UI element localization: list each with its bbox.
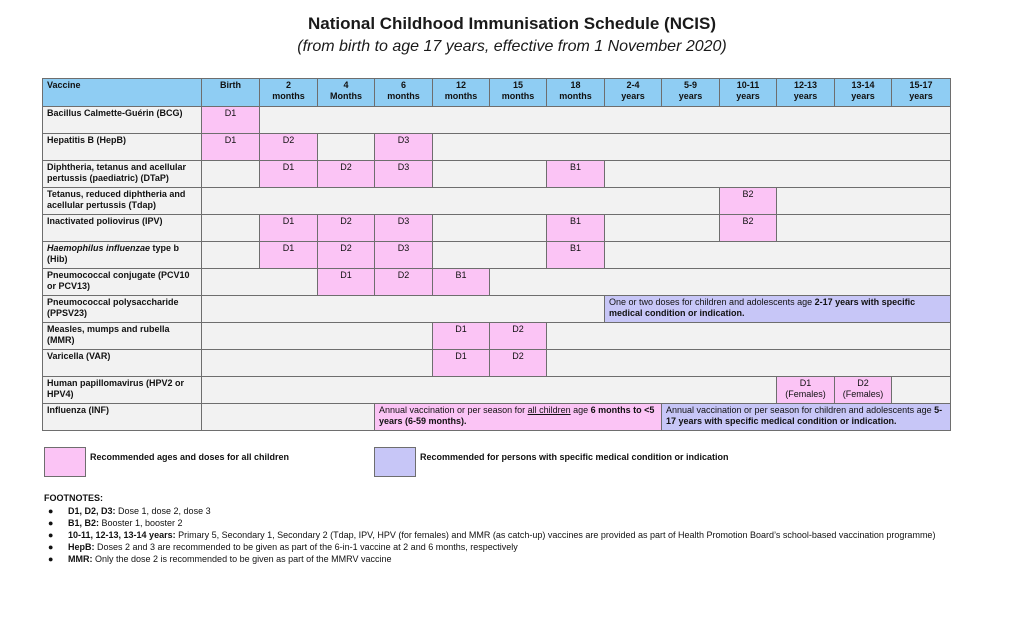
dose-cell [490, 323, 547, 350]
empty-cell [202, 350, 433, 377]
dose-label: D3 [397, 243, 410, 253]
vaccine-name [43, 107, 202, 134]
column-header-line1: 2 [285, 80, 291, 90]
empty-cell [202, 269, 318, 296]
dose-cell [433, 350, 490, 377]
legend-label-specific: Recommended for persons with specific medical condition or indication [420, 452, 729, 462]
dose-cell [260, 134, 318, 161]
column-header-line1: Birth [220, 80, 241, 90]
footnote-key: HepB: [68, 542, 95, 552]
column-header-line2: months [501, 91, 535, 101]
column-header-line2: years [793, 91, 818, 101]
footnote-item [44, 542, 954, 553]
bullet-icon: ● [48, 530, 54, 540]
note-text: all children [527, 405, 571, 415]
column-header-line2: months [444, 91, 478, 101]
dose-cell [547, 242, 605, 269]
dose-label: D1 [282, 216, 295, 226]
vaccine-name [43, 242, 202, 269]
footnotes [44, 493, 954, 566]
column-header-line2: Months [330, 91, 362, 101]
footnote-key: B1, B2: [68, 518, 100, 528]
dose-cell [547, 161, 605, 188]
dose-label: D2 [340, 162, 352, 172]
dose-cell [375, 161, 433, 188]
empty-cell [433, 161, 547, 188]
empty-cell [605, 161, 951, 188]
dose-cell [720, 215, 777, 242]
dose-label: B2 [742, 216, 754, 226]
vaccine-name-text: Pneumococcal polysaccharide (PPSV23) [47, 297, 179, 318]
column-header-line2: years [736, 91, 760, 101]
column-header-age [490, 79, 547, 107]
empty-cell [547, 350, 951, 377]
immunisation-schedule-table [42, 78, 951, 431]
table-body [43, 107, 951, 431]
empty-cell [202, 404, 375, 431]
dose-cell [835, 377, 892, 404]
vaccine-name-text: Bacillus Calmette-Guérin (BCG) [47, 108, 183, 118]
column-header-age [605, 79, 662, 107]
dose-cell [547, 215, 605, 242]
dose-label: B1 [455, 270, 467, 280]
bullet-icon: ● [48, 542, 54, 552]
schedule-note-cell [605, 296, 951, 323]
dose-cell [433, 269, 490, 296]
dose-label: D1 [340, 270, 352, 280]
page-title: National Childhood Immunisation Schedule (NCIS) [307, 14, 716, 33]
dose-label: B1 [569, 243, 581, 253]
dose-cell [260, 161, 318, 188]
column-header-age [547, 79, 605, 107]
table-row [43, 296, 951, 323]
dose-label: D2 (Females) [842, 378, 884, 399]
dose-label: D1 [282, 243, 295, 253]
footnote-text: Booster 1, booster 2 [99, 518, 183, 528]
empty-cell [777, 188, 951, 215]
dose-label: D1 (Females) [785, 378, 826, 399]
schedule-note-cell [662, 404, 951, 431]
empty-cell [202, 296, 605, 323]
column-header-line2: years [678, 91, 703, 101]
vaccine-name-text: Varicella (VAR) [47, 351, 111, 361]
column-header-line1: 12 [455, 80, 466, 90]
bullet-icon: ● [48, 554, 54, 564]
legend-swatch-all-children [44, 447, 86, 477]
table-row [43, 269, 951, 296]
column-header-line1: 6 [400, 80, 406, 90]
vaccine-name [43, 188, 202, 215]
column-header-line1: 18 [570, 80, 581, 90]
dose-label: D1 [455, 324, 467, 334]
empty-cell [202, 323, 433, 350]
empty-cell [433, 242, 547, 269]
dose-label: D2 [340, 243, 352, 253]
empty-cell [490, 269, 951, 296]
vaccine-name [43, 134, 202, 161]
dose-cell [260, 215, 318, 242]
dose-cell [777, 377, 835, 404]
dose-label: D1 [224, 108, 237, 118]
schedule-note-cell [375, 404, 662, 431]
footnotes-heading: FOOTNOTES: [44, 493, 103, 503]
empty-cell [202, 377, 777, 404]
note-text: 6 months to <5 years (6-59 months). [379, 405, 655, 426]
footnote-text: Doses 2 and 3 are recommended to be given as part of the 6-in-1 vaccine at 2 and 6 months, respectively [94, 542, 518, 552]
column-header-line1: 10-11 [736, 80, 760, 90]
dose-label: B1 [569, 216, 581, 226]
column-header-line2: months [559, 91, 592, 101]
dose-cell [318, 269, 375, 296]
dose-cell [433, 323, 490, 350]
column-header-line2: years [621, 91, 645, 101]
table-row [43, 161, 951, 188]
table-row [43, 107, 951, 134]
empty-cell [547, 323, 951, 350]
dose-cell [375, 269, 433, 296]
dose-label: D2 [512, 351, 524, 361]
table-row [43, 350, 951, 377]
dose-cell [375, 215, 433, 242]
column-header-line1: Vaccine [47, 80, 81, 90]
note-text: Annual vaccination or per season for children and adolescents age [666, 405, 935, 415]
vaccine-name [43, 269, 202, 296]
empty-cell [202, 161, 260, 188]
column-header-line1: 5-9 [683, 80, 697, 90]
column-header-age [260, 79, 318, 107]
column-header-age [375, 79, 433, 107]
dose-cell [375, 242, 433, 269]
dose-label: D1 [282, 162, 295, 172]
dose-cell [318, 215, 375, 242]
vaccine-name-text: Pneumococcal conjugate (PCV10 or PCV13) [47, 270, 190, 291]
footnote-text: Dose 1, dose 2, dose 3 [115, 506, 211, 516]
column-header-age [202, 79, 260, 107]
column-header-line2: years [851, 91, 875, 101]
column-header-age [318, 79, 375, 107]
column-header-vaccine [43, 79, 202, 107]
column-header-age [835, 79, 892, 107]
column-header-line1: 15 [512, 80, 523, 90]
table-row [43, 134, 951, 161]
vaccine-name [43, 296, 202, 323]
footnote-item [44, 506, 954, 517]
dose-label: D3 [397, 135, 410, 145]
vaccine-name-text: Hepatitis B (HepB) [47, 135, 127, 145]
vaccine-name [43, 377, 202, 404]
empty-cell [202, 188, 720, 215]
vaccine-name [43, 323, 202, 350]
vaccine-name [43, 215, 202, 242]
table-row [43, 215, 951, 242]
column-header-age [720, 79, 777, 107]
column-header-line2: years [909, 91, 933, 101]
dose-cell [260, 242, 318, 269]
note-text: 5-17 years with specific medical condition or indication. [666, 405, 943, 426]
vaccine-name-text: Inactivated poliovirus (IPV) [47, 216, 163, 226]
empty-cell [777, 215, 951, 242]
page-subtitle: (from birth to age 17 years, effective from 1 November 2020) [297, 38, 727, 55]
table-header [43, 79, 951, 107]
column-header-line2: months [272, 91, 305, 101]
vaccine-name-text: Tetanus, reduced diphtheria and acellular pertussis (Tdap) [47, 189, 186, 210]
column-header-age [777, 79, 835, 107]
empty-cell [433, 134, 951, 161]
vaccine-name-text: Human papillomavirus (HPV2 or HPV4) [47, 378, 185, 399]
footnote-key: D1, D2, D3: [68, 506, 116, 516]
column-header-age [892, 79, 951, 107]
dose-cell [202, 107, 260, 134]
bullet-icon: ● [48, 518, 54, 528]
empty-cell [605, 215, 720, 242]
note-text: Annual vaccination or per season for [379, 405, 528, 415]
header-row [43, 79, 951, 107]
table-row [43, 242, 951, 269]
legend-swatch-specific [374, 447, 416, 477]
note-text: One or two doses for children and adolescents age [609, 297, 815, 307]
empty-cell [260, 107, 951, 134]
dose-cell [375, 134, 433, 161]
empty-cell [318, 134, 375, 161]
empty-cell [202, 242, 260, 269]
table-row [43, 377, 951, 404]
dose-cell [202, 134, 260, 161]
empty-cell [433, 215, 547, 242]
column-header-line1: 13-14 [851, 80, 875, 90]
column-header-line2: months [387, 91, 420, 101]
dose-label: D2 [282, 135, 295, 145]
note-text: 2-17 years with specific medical condition or indication. [609, 297, 916, 318]
dose-cell [720, 188, 777, 215]
footnote-item [44, 554, 954, 565]
footnote-key: 10-11, 12-13, 13-14 years: [68, 530, 176, 540]
dose-label: D2 [340, 216, 352, 226]
vaccine-name-italic: Haemophilus influenzae [47, 243, 151, 253]
column-header-age [662, 79, 720, 107]
dose-label: D1 [224, 135, 237, 145]
dose-label: B1 [569, 162, 581, 172]
empty-cell [892, 377, 951, 404]
vaccine-name-text: Influenza (INF) [47, 405, 109, 415]
column-header-line1: 15-17 [909, 80, 933, 90]
dose-label: D2 [397, 270, 410, 280]
vaccine-name-text: type b (Hib) [47, 243, 180, 264]
table-row [43, 323, 951, 350]
footnotes-list [44, 506, 954, 565]
table-row [43, 188, 951, 215]
empty-cell [605, 242, 951, 269]
footnote-item [44, 518, 954, 529]
note-text: age [570, 405, 591, 415]
dose-label: D3 [397, 216, 410, 226]
vaccine-name [43, 161, 202, 188]
dose-cell [318, 242, 375, 269]
table-row [43, 404, 951, 431]
footnote-text: Primary 5, Secondary 1, Secondary 2 (Tdap, IPV, HPV (for females) and MMR (as catch-up) vaccines are provided as part of Health Promotion Board’s school-based vaccination programme) [175, 530, 936, 540]
dose-label: D2 [512, 324, 524, 334]
dose-label: D1 [455, 351, 467, 361]
dose-label: B2 [742, 189, 754, 199]
bullet-icon: ● [48, 506, 54, 516]
footnote-key: MMR: [68, 554, 93, 564]
vaccine-name-text: Diphtheria, tetanus and acellular pertussis (paediatric) (DTaP) [47, 162, 187, 183]
dose-label: D3 [397, 162, 410, 172]
column-header-age [433, 79, 490, 107]
dose-cell [318, 161, 375, 188]
column-header-line1: 12-13 [793, 80, 818, 90]
vaccine-name [43, 350, 202, 377]
column-header-line1: 4 [343, 80, 349, 90]
footnote-text: Only the dose 2 is recommended to be given as part of the MMRV vaccine [92, 554, 392, 564]
empty-cell [202, 215, 260, 242]
column-header-line1: 2-4 [626, 80, 640, 90]
vaccine-name-text: Measles, mumps and rubella (MMR) [47, 324, 170, 345]
legend-label-all-children: Recommended ages and doses for all children [90, 452, 290, 462]
vaccine-name [43, 404, 202, 431]
footnote-item [44, 530, 954, 541]
dose-cell [490, 350, 547, 377]
